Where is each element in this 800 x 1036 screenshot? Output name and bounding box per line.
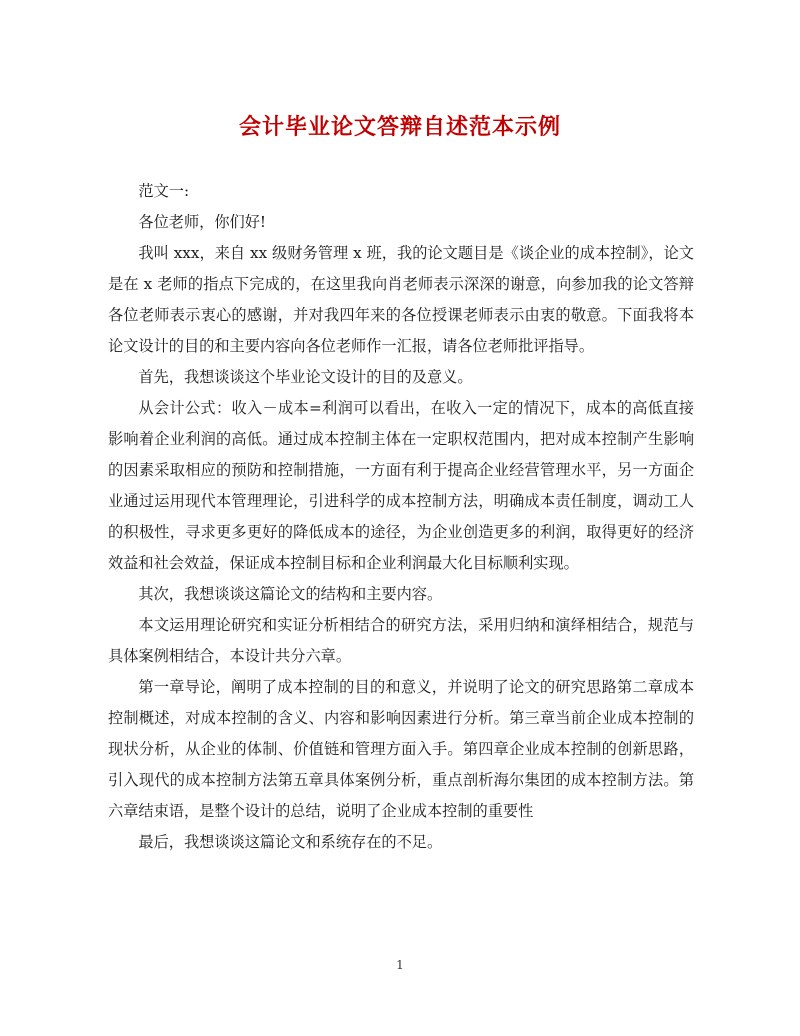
paragraph-chapters: 第一章导论，阐明了成本控制的目的和意义，并说明了论文的研究思路第二章成本控制概述，对成本控制的含义、内容和影响因素进行分析。第三章当前企业成本控制的现状分析，从企业的体制、价值链和管理方面入手。第四章企业成本控制的创新思路，引入现代的成本控制方法第五章具体案例分析，重点剖析海尔集团的成本控制方法。第六章结束语，是整个设计的总结，说明了企业成本控制的重要性 [108, 678, 694, 820]
paragraph-purpose-intro: 首先，我想谈谈这个毕业论文设计的目的及意义。 [138, 368, 473, 386]
page-number: 1 [396, 958, 404, 972]
paragraph-heading-sample: 范文一: [138, 182, 190, 200]
paragraph-structure-intro: 其次，我想谈谈这篇论文的结构和主要内容。 [138, 585, 443, 603]
document-title: 会计毕业论文答辩自述范本示例 [238, 114, 561, 140]
paragraph-purpose-detail: 从会计公式：收入－成本=利润可以看出，在收入一定的情况下，成本的高低直接影响着企业利润的高低。通过成本控制主体在一定职权范围内，把对成本控制产生影响的因素采取相应的预防和控制措施，一方面有利于提高企业经营管理水平，另一方面企业通过运用现代本管理理论，引进科学的成本控制方法，明确成本责任制度，调动工人的积极性，寻求更多更好的降低成本的途径，为企业创造更多的利润，取得更好的经济效益和社会效益，保证成本控制目标和企业利润最大化目标顺利实现。 [108, 399, 694, 572]
paragraph-introduction: 我叫 xxx，来自 xx 级财务管理 x 班，我的论文题目是《谈企业的成本控制》，论文是在 x 老师的指点下完成的，在这里我向肖老师表示深深的谢意，向参加我的论文答辩各位老师表示衷心的感谢，并对我四年来的各位授课老师表示由衷的敬意。下面我将本论文设计的目的和主要内容向各位老师作一汇报，请各位老师批评指导。 [108, 244, 694, 355]
document-body [108, 176, 694, 858]
paragraph-greeting: 各位老师，你们好! [138, 213, 266, 231]
paragraph-method: 本文运用理论研究和实证分析相结合的研究方法，采用归纳和演绎相结合，规范与具体案例相结合，本设计共分六章。 [108, 616, 694, 665]
paragraph-shortcomings: 最后，我想谈谈这篇论文和系统存在的不足。 [138, 833, 443, 851]
